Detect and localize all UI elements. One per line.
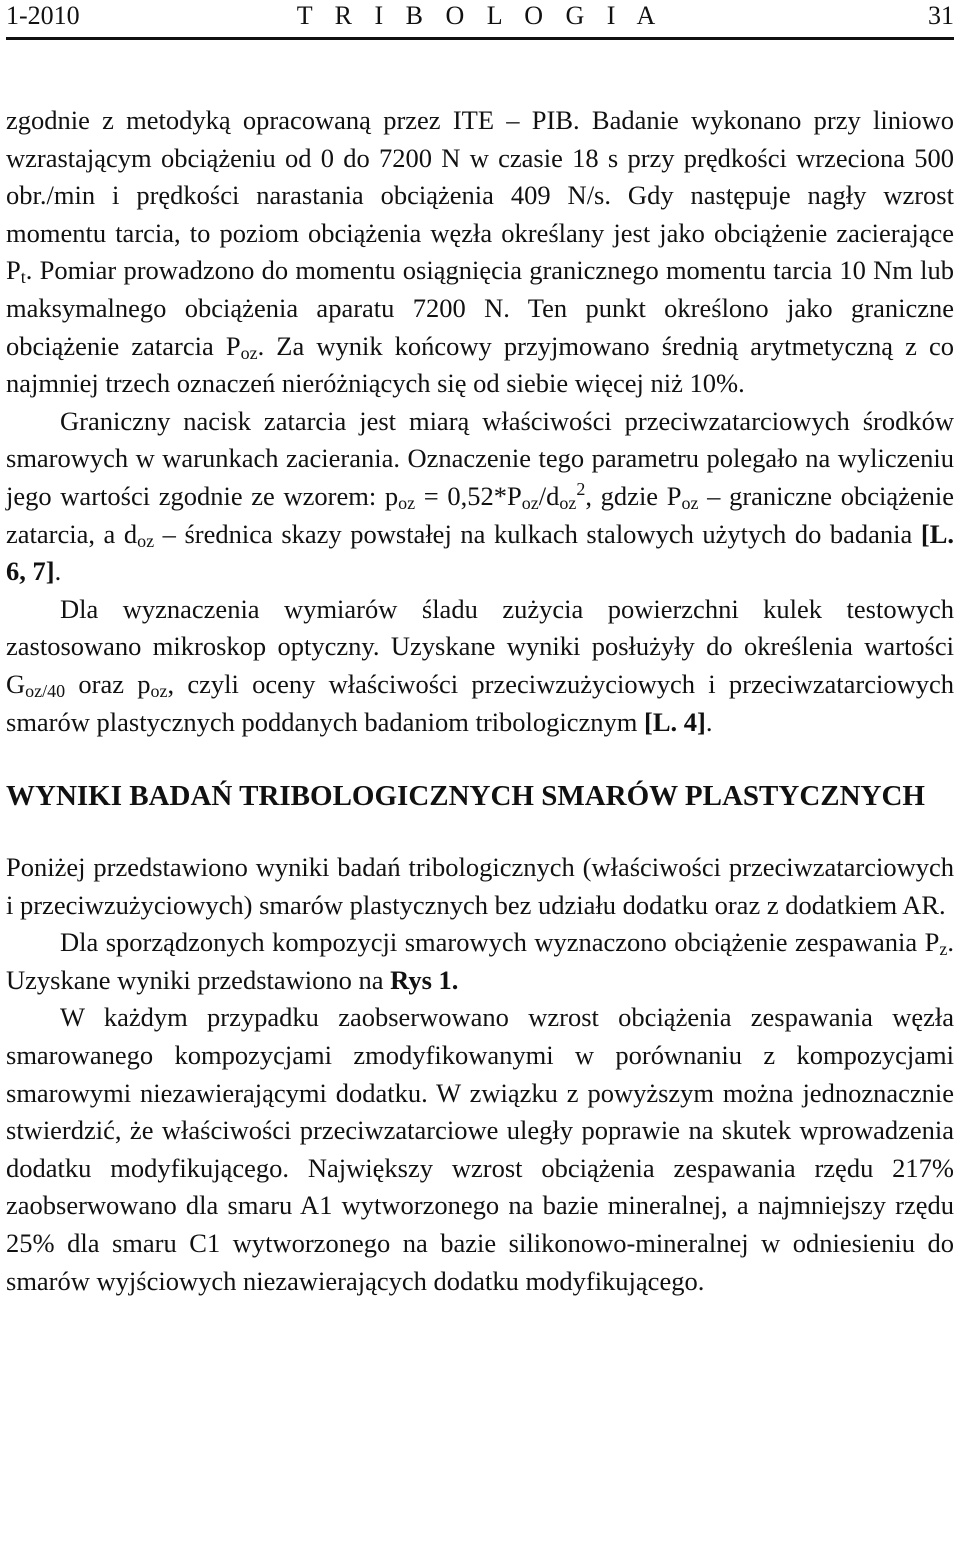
spacer <box>6 815 954 849</box>
paragraph-welding-load <box>6 924 954 999</box>
subscript: oz <box>521 492 539 513</box>
text-run: Dla wyznaczenia wymiarów śladu zużycia powierzchni kulek testowych zastosowano mikroskop optyczny. Uzyskane wyniki posłużyły do określenia wartości G <box>6 593 954 699</box>
paragraph-method <box>6 102 954 403</box>
text-run: Dla sporządzonych kompozycji smarowych wyznaczono obciążenie zespawania P <box>60 927 940 958</box>
text-run: /d <box>538 480 560 511</box>
header-rule <box>6 37 954 40</box>
subscript: z <box>939 939 948 960</box>
text-run: W każdym przypadku zaobserwowano wzrost obciążenia zespawania węzła smarowanego kompozycjami zmodyfikowanymi w porównaniu z kompozycjami smarowymi niezawierającymi dodatku. W związku z powyższym można jednoznacznie stwierdzić, że właściwości przeciwzatarciowe uległy poprawie na skutek wprowadzenia dodatku modyfikującego. Największy wzrost obciążenia zespawania rzędu 217% zaobserwowano dla smaru A1 wytworzonego na bazie mineralnej, a najmniejszy rzędu 25% dla smaru C1 wytworzonego na bazie silikonowo-mineralnej w odniesieniu do smarów wyjściowych niezawierających dodatku modyfikującego. <box>6 1002 954 1296</box>
figure-reference: Rys 1. <box>390 964 459 995</box>
text-run: Poniżej przedstawiono wyniki badań tribologicznych (właściwości przeciwzatarciowych i przeciwzużyciowych) smarów plastycznych bez udziału dodatku oraz z dodatkiem AR. <box>6 852 954 920</box>
subscript: oz <box>137 530 155 551</box>
section-heading: WYNIKI BADAŃ TRIBOLOGICZNYCH SMARÓW PLASTYCZNYCH <box>6 780 925 813</box>
text-run: , gdzie P <box>585 480 682 511</box>
text-run: zgodnie z metodyką opracowaną przez ITE – PIB. Badanie wykonano przy liniowo wzrastającym obciążeniu od 0 do 7200 N w czasie 18 s przy prędkości wrzeciona 500 obr./min i prędkości narastania obciążenia 409 N/s. Gdy następuje nagły wzrost momentu tarcia, to poziom obciążenia węzła określany jest jako obciążenie zacierające P <box>6 105 954 286</box>
citation: [L. 4] <box>644 706 706 737</box>
running-header <box>6 0 954 32</box>
paragraph-conclusions <box>6 999 954 1300</box>
text-run: , czyli oceny właściwości przeciwzużyciowych i przeciwzatarciowych smarów plastycznych poddanych badaniom tribologicznym <box>6 668 954 737</box>
superscript: 2 <box>576 478 586 499</box>
text-run: . <box>54 556 62 587</box>
text-run: . Uzyskane wyniki przedstawiono na <box>6 927 954 995</box>
subscript: oz <box>681 492 699 513</box>
spacer <box>6 741 954 777</box>
text-run: . <box>705 706 713 737</box>
subscript: t <box>20 267 26 288</box>
subscript: oz <box>240 342 258 363</box>
issue-number: 1-2010 <box>6 1 80 30</box>
subscript: oz <box>398 492 416 513</box>
subscript: oz <box>559 492 577 513</box>
text-run: = 0,52*P <box>415 480 522 511</box>
text-run: – średnica skazy powstałej na kulkach stalowych użytych do badania <box>154 518 921 549</box>
journal-title: T R I B O L O G I A <box>296 1 664 30</box>
text-run: oraz p <box>65 668 151 699</box>
subscript: oz/40 <box>25 680 66 701</box>
subscript: oz <box>150 680 168 701</box>
text-run: – graniczne obciążenie zatarcia, a d <box>6 480 955 549</box>
paragraph-seizure-pressure <box>6 403 954 591</box>
article-body <box>6 102 954 1300</box>
text-run: . Za wynik końcowy przyjmowano średnią arytmetyczną z co najmniej trzech oznaczeń nieróżniących się od siebie więcej niż 10%. <box>6 330 954 399</box>
text-run: . Pomiar prowadzono do momentu osiągnięcia granicznego momentu tarcia 10 Nm lub maksymalnego obciążenia aparatu 7200 N. Ten punkt określono jako graniczne obciążenie zatarcia P <box>6 255 954 361</box>
paragraph-results-intro <box>6 849 954 924</box>
paragraph-wear-measurement <box>6 591 954 741</box>
page-number: 31 <box>928 1 954 30</box>
text-run: Graniczny nacisk zatarcia jest miarą właściwości przeciwzatarciowych środków smarowych w warunkach zacierania. Oznaczenie tego parametru polegało na wyliczeniu jego wartości zgodnie ze wzorem: p <box>6 405 954 511</box>
citation: [L. 6, 7] <box>6 518 954 587</box>
